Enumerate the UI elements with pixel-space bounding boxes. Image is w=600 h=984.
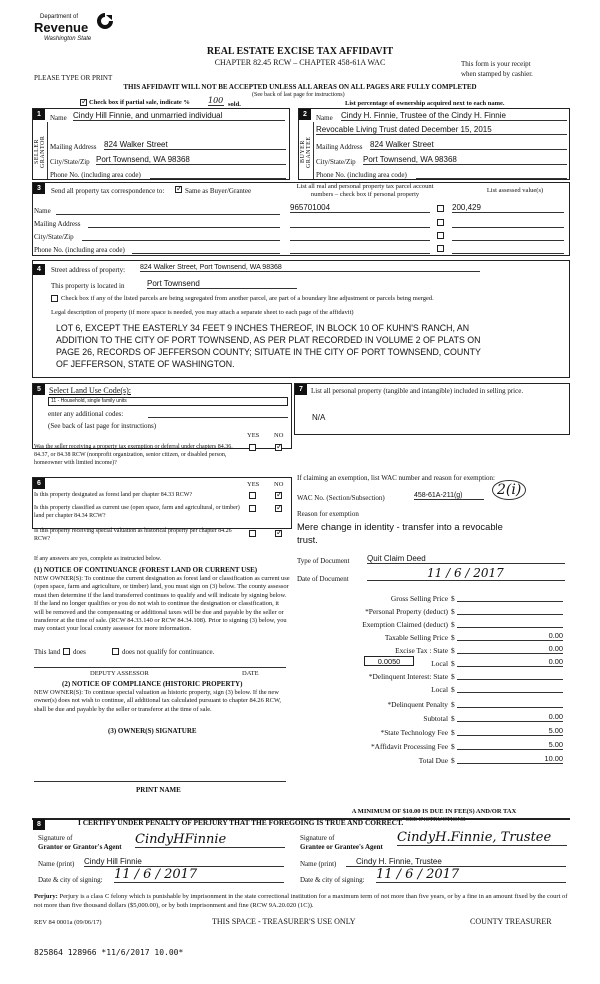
- sec6-q1-no[interactable]: [275, 492, 282, 499]
- parcel-header-2: numbers – check box if personal property: [310, 191, 420, 198]
- tax-dollar-sign: $: [451, 728, 455, 737]
- sec6-q3: Is this property receiving special valuation as historical property per chapter 84.26 RCW?: [34, 528, 232, 542]
- same-as-buyer-label: Same as Buyer/Grantee: [185, 187, 252, 195]
- reason-line-2[interactable]: trust.: [297, 534, 318, 545]
- notice2-text: NEW OWNER(S): To continue special valuation as historic property, sign (3) below. If the new owner(s) does not wish to continue, all additional tax calculated pursuant to chapter 84.26 RCW, shall be due and payable by the seller or transferor at the time of sale.: [34, 689, 281, 713]
- tax-value-local2[interactable]: [457, 683, 563, 693]
- sec3-city-label: City/State/Zip: [34, 233, 74, 241]
- seller-mailing[interactable]: 824 Walker Street: [104, 140, 286, 150]
- sec6-q2: Is this property classified as current use (open space, farm and agricultural, or timber) land per chapter 84.34 RCW?: [34, 505, 240, 519]
- does-not-label: does not qualify for continuance.: [122, 648, 215, 656]
- tax-value-excise-state[interactable]: 0.00: [457, 644, 563, 654]
- tax-value-subtotal[interactable]: 0.00: [457, 712, 563, 722]
- sold-label: sold.: [228, 101, 241, 108]
- located-label: This property is located in: [51, 282, 125, 290]
- tax-label-gross: Gross Selling Price: [390, 594, 448, 603]
- does-checkbox[interactable]: [63, 648, 70, 655]
- street-label: Street address of property:: [51, 266, 126, 274]
- sec3-name-label: Name: [34, 207, 51, 215]
- grantee-sig-label-1: Signature of: [300, 834, 335, 842]
- grantee-signature[interactable]: CindyH.Finnie, Trustee: [397, 830, 567, 846]
- section-2-number: 2: [299, 109, 311, 120]
- sec6-q3-no[interactable]: [275, 530, 282, 537]
- rev-number: REV 84 0001a (09/06/17): [34, 919, 102, 926]
- grantor-date-label: Date & city of signing:: [38, 876, 103, 884]
- form-title: REAL ESTATE EXCISE TAX AFFIDAVIT: [206, 46, 394, 57]
- section-6-number: 6: [33, 478, 45, 489]
- sec5-q1-yes[interactable]: [249, 444, 256, 451]
- receipt-note-2: when stamped by cashier.: [461, 70, 533, 78]
- seller-mailing-label: Mailing Address: [50, 143, 97, 151]
- partial-sale-checkbox[interactable]: [80, 99, 87, 106]
- buyer-name-label: Name: [316, 114, 333, 122]
- tax-value-gross[interactable]: [457, 592, 563, 602]
- tax-dollar-sign: $: [451, 714, 455, 723]
- buyer-side-label: BUYER GRANTEE: [300, 136, 312, 168]
- logo: [34, 12, 114, 56]
- perjury-notice: [34, 893, 568, 910]
- legal-line-1: LOT 6, EXCEPT THE EASTERLY 34 FEET 9 INCHES THEREOF, IN BLOCK 10 OF KUHN'S RANCH, AN: [56, 323, 470, 333]
- personal-property-checkbox-1[interactable]: [437, 205, 444, 212]
- personal-property-checkbox-4[interactable]: [437, 245, 444, 252]
- buyer-name-1[interactable]: Cindy H. Finnie, Trustee of the Cindy H. Finnie: [341, 111, 567, 121]
- buyer-divider: [313, 122, 314, 179]
- tax-dollar-sign: $: [451, 633, 455, 642]
- print-note: PLEASE TYPE OR PRINT: [34, 74, 113, 82]
- same-as-buyer-checkbox[interactable]: [175, 186, 182, 193]
- sec3-mailing-label: Mailing Address: [34, 220, 81, 228]
- sec6-yes: YES: [247, 481, 260, 488]
- partial-sale-label: Check box if partial sale, indicate %: [89, 99, 190, 106]
- deputy-assessor-label: DEPUTY ASSESSOR: [90, 670, 149, 677]
- tax-dollar-sign: $: [451, 607, 455, 616]
- treasurer-space: THIS SPACE - TREASURER'S USE ONLY: [212, 917, 356, 926]
- sec5-no: NO: [274, 432, 284, 439]
- reason-label: Reason for exemption: [297, 510, 359, 518]
- tax-dollar-sign: $: [451, 756, 455, 765]
- tax-value-processing-fee[interactable]: 5.00: [457, 740, 563, 750]
- exemption-label: If claiming an exemption, list WAC number and reason for exemption:: [297, 474, 495, 482]
- located-in[interactable]: Port Townsend: [147, 279, 297, 289]
- sec6-q3-yes[interactable]: [249, 530, 256, 537]
- grantor-sig-label-1: Signature of: [38, 834, 73, 842]
- this-land-label: This land: [34, 648, 61, 656]
- tax-label-exemption: Exemption Claimed (deduct): [362, 620, 448, 629]
- ownership-note: List percentage of ownership acquired next to each name.: [345, 100, 505, 107]
- tax-value-delinquent-penalty[interactable]: [457, 698, 563, 708]
- land-use-code-select[interactable]: [48, 397, 288, 406]
- parcel-number[interactable]: 965701004: [290, 203, 430, 213]
- sec5-yes: YES: [247, 432, 260, 439]
- section-8-number: 8: [33, 819, 45, 830]
- personal-property-label: List all personal property (tangible and intangible) included in selling price.: [311, 387, 524, 395]
- personal-property-checkbox-3[interactable]: [437, 232, 444, 239]
- legal-line-2: ADDITION TO THE CITY OF PORT TOWNSEND, AS PER PLAT RECORDED IN VOLUME 2 OF PLATS ON: [56, 335, 481, 345]
- buyer-name-2[interactable]: Revocable Living Trust dated December 15, 2015: [316, 125, 567, 135]
- sec5-q1-no[interactable]: [275, 444, 282, 451]
- dept-big: Revenue: [34, 20, 89, 35]
- grantor-signature[interactable]: CindyHFinnie: [135, 832, 285, 848]
- tax-value-exemption[interactable]: [457, 618, 563, 628]
- tax-dollar-sign: $: [451, 646, 455, 655]
- see-instructions: *SEE INSTRUCTIONS: [402, 816, 466, 823]
- personal-property-checkbox-2[interactable]: [437, 219, 444, 226]
- wac-handwritten: 2(i): [492, 480, 526, 500]
- does-label: does: [73, 648, 86, 656]
- wac-number[interactable]: 458-61A-211(g): [414, 492, 484, 500]
- grantee-date-label: Date & city of signing:: [300, 876, 365, 884]
- does-not-checkbox[interactable]: [112, 648, 119, 655]
- legal-label: Legal description of property (if more space is needed, you may attach a separate sheet to each page of the affidavit): [51, 309, 354, 316]
- section-7-number: 7: [295, 384, 307, 395]
- doc-date-label: Date of Document: [297, 575, 349, 583]
- personal-property-value[interactable]: N/A: [312, 413, 326, 422]
- notice2-title: (2) NOTICE OF COMPLIANCE (HISTORIC PROPERTY): [62, 680, 243, 688]
- grantee-name[interactable]: Cindy H. Finnie, Trustee: [346, 857, 566, 867]
- chapter: CHAPTER 82.45 RCW – CHAPTER 458-61A WAC: [214, 58, 386, 67]
- tax-value-taxable[interactable]: 0.00: [457, 631, 563, 641]
- parcel-header-1: List all real and personal property tax parcel account: [296, 183, 434, 190]
- local-tax-rate[interactable]: 0.0050: [364, 656, 414, 666]
- tax-dollar-sign: $: [451, 659, 455, 668]
- assessed-value[interactable]: 200,429: [452, 203, 564, 213]
- select-land-use-label: Select Land Use Code(s):: [49, 386, 131, 395]
- sec6-q2-no[interactable]: [275, 505, 282, 512]
- tax-label-subtotal: Subtotal: [423, 714, 448, 723]
- date-label: DATE: [242, 670, 259, 677]
- section-1-number: 1: [33, 109, 45, 120]
- legal-line-4: OF JEFFERSON, STATE OF WASHINGTON.: [56, 359, 235, 369]
- sec6-q1-yes[interactable]: [249, 492, 256, 499]
- sec5-see-back: (See back of last page for instructions): [48, 422, 157, 430]
- tax-value-local[interactable]: 0.00: [457, 657, 563, 667]
- tax-label-local: Local: [431, 659, 448, 668]
- segregated-checkbox[interactable]: [51, 295, 58, 302]
- notice1-title: (1) NOTICE OF CONTINUANCE (FOREST LAND OR CURRENT USE): [34, 566, 258, 574]
- buyer-phone-label: Phone No. (including area code): [316, 171, 407, 179]
- tax-dollar-sign: $: [451, 685, 455, 694]
- grantee-date[interactable]: 11 / 6 / 2017: [376, 867, 566, 883]
- tax-label-processing-fee: *Affidavit Processing Fee: [370, 742, 448, 751]
- tax-value-personal[interactable]: [457, 605, 563, 615]
- tax-value-delinquent-state[interactable]: [457, 670, 563, 680]
- section-5-number: 5: [33, 384, 45, 395]
- doc-date[interactable]: 11 / 6 / 2017: [367, 566, 565, 581]
- tax-dollar-sign: $: [451, 594, 455, 603]
- partial-sale-percent[interactable]: 100: [208, 96, 224, 105]
- section-4-number: 4: [33, 264, 45, 275]
- segregated-label: Check box if any of the listed parcels are being segregated from another parcel, are part of a boundary line adjustment or parcels being merged.: [61, 295, 434, 302]
- buyer-city[interactable]: Port Townsend, WA 98368: [363, 155, 567, 165]
- assessed-header: List assessed value(s): [486, 187, 544, 194]
- revenue-logo-icon: [96, 12, 114, 30]
- sec6-no: NO: [274, 481, 284, 488]
- seller-side-label: SELLER GRANTOR: [34, 135, 46, 169]
- sec6-q2-yes[interactable]: [249, 505, 256, 512]
- grantor-name-label: Name (print): [38, 860, 75, 868]
- perjury-text: Perjury is a class C felony which is punishable by imprisonment in the state correctional institution for a maximum term of not more than five years, or by a fine in an amount fixed by the court of not more than five thousand dollars ($5,000.00), or by both imprisonment and fine (RCW 9A.20.020 (1C)).: [34, 893, 568, 909]
- sec3-phone-label: Phone No. (including area code): [34, 246, 125, 254]
- seller-city[interactable]: Port Townsend, WA 98368: [96, 155, 286, 165]
- send-correspondence-label: Send all property tax correspondence to:: [51, 187, 165, 195]
- seller-name-label: Name: [50, 114, 67, 122]
- buyer-city-label: City/State/Zip: [316, 158, 356, 166]
- receipt-note-1: This form is your receipt: [461, 60, 531, 68]
- tax-dollar-sign: $: [451, 700, 455, 709]
- treasurer-stamp: 825864 128966 *11/6/2017 10.00*: [34, 948, 184, 957]
- county-treasurer: COUNTY TREASURER: [470, 917, 552, 926]
- tax-label-tech-fee: *State Technology Fee: [380, 728, 448, 737]
- notice1-text: NEW OWNER(S): To continue the current designation as forest land or classification as current use (open space, farm and agriculture, or timber) land, you must sign on (3) below. The county assessor must then determine if the land transferred continues to qualify and will indicate by signing below. If the land no longer qualifies or you do not wish to continue the designation or classification, it will be removed and the compensating or additional taxes will be due and payable by the seller or transferor at the time of sale. (RCW 84.33.140 or RCW 84.34.108). Prior to signing (3) below, you may contact your local county assessor for more information.: [34, 575, 290, 633]
- warning: THIS AFFIDAVIT WILL NOT BE ACCEPTED UNLESS ALL AREAS ON ALL PAGES ARE FULLY COMPLETED: [123, 83, 477, 91]
- grantee-agent-label: Grantee or Grantee's Agent: [300, 843, 383, 851]
- sec5-question: Was the seller receiving a property tax exemption or deferral under chapters 84.36, 84.37, or 84.38 RCW (nonprofit organization, senior citizen, or disabled person, homeowner with limited income)?: [34, 444, 233, 466]
- doc-type-label: Type of Document: [297, 557, 350, 565]
- section-3-number: 3: [33, 183, 45, 194]
- street-address[interactable]: 824 Walker Street, Port Townsend, WA 98368: [140, 264, 480, 272]
- tax-label-total-due: Total Due: [418, 756, 448, 765]
- tax-label-local2: Local: [431, 685, 448, 694]
- perjury-label: Perjury:: [34, 893, 58, 900]
- tax-dollar-sign: $: [451, 742, 455, 751]
- grantor-name[interactable]: Cindy Hill Finnie: [84, 857, 284, 867]
- tax-dollar-sign: $: [451, 620, 455, 629]
- wac-label: WAC No. (Section/Subsection): [297, 494, 385, 502]
- tax-label-personal: *Personal Property (deduct): [365, 607, 448, 616]
- tax-value-tech-fee[interactable]: 5.00: [457, 726, 563, 736]
- sec6-q1: Is this property designated as forest land per chapter 84.33 RCW?: [34, 492, 193, 498]
- dept-small: Department of: [40, 14, 79, 20]
- tax-dollar-sign: $: [451, 672, 455, 681]
- seller-phone-label: Phone No. (including area code): [50, 171, 141, 179]
- tax-value-total-due[interactable]: 10.00: [457, 754, 563, 764]
- tax-label-taxable: Taxable Selling Price: [384, 633, 448, 642]
- reason-line-1[interactable]: Mere change in identity - transfer into a revocable: [297, 521, 503, 532]
- tax-label-delinquent-state: *Delinquent Interest: State: [368, 672, 448, 681]
- buyer-mailing-label: Mailing Address: [316, 143, 363, 151]
- tax-label-excise-state: Excise Tax : State: [395, 646, 448, 655]
- certify-statement: I CERTIFY UNDER PENALTY OF PERJURY THAT THE FOREGOING IS TRUE AND CORRECT.: [78, 818, 404, 827]
- additional-codes-label: enter any additional codes:: [48, 410, 124, 418]
- seller-city-label: City/State/Zip: [50, 158, 90, 166]
- buyer-mailing[interactable]: 824 Walker Street: [370, 140, 567, 150]
- doc-type[interactable]: Quit Claim Deed: [367, 554, 565, 564]
- grantor-date[interactable]: 11 / 6 / 2017: [114, 867, 284, 883]
- land-use-code: 11 - Household, single family units: [51, 398, 127, 404]
- sec6-if-yes: If any answers are yes, complete as instructed below.: [34, 556, 162, 562]
- tax-label-delinquent-penalty: *Delinquent Penalty: [387, 700, 448, 709]
- owner-signature-label: (3) OWNER(S) SIGNATURE: [108, 727, 197, 735]
- legal-line-3: PAGE 26, RECORDS OF JEFFERSON COUNTY; SITUATE IN THE CITY OF PORT TOWNSEND, COUNTY: [56, 347, 481, 357]
- grantee-name-label: Name (print): [300, 860, 337, 868]
- seller-divider: [47, 122, 48, 179]
- minimum-note: A MINIMUM OF $10.00 IS DUE IN FEE(S) AND/OR TAX: [351, 808, 517, 815]
- see-back: (See back of last page for instructions): [252, 92, 345, 98]
- print-name-label: PRINT NAME: [136, 786, 181, 794]
- seller-name[interactable]: Cindy Hill Finnie, and unmarried individual: [73, 111, 285, 121]
- grantor-agent-label: Grantor or Grantor's Agent: [38, 843, 122, 851]
- dept-state: Washington State: [44, 36, 92, 42]
